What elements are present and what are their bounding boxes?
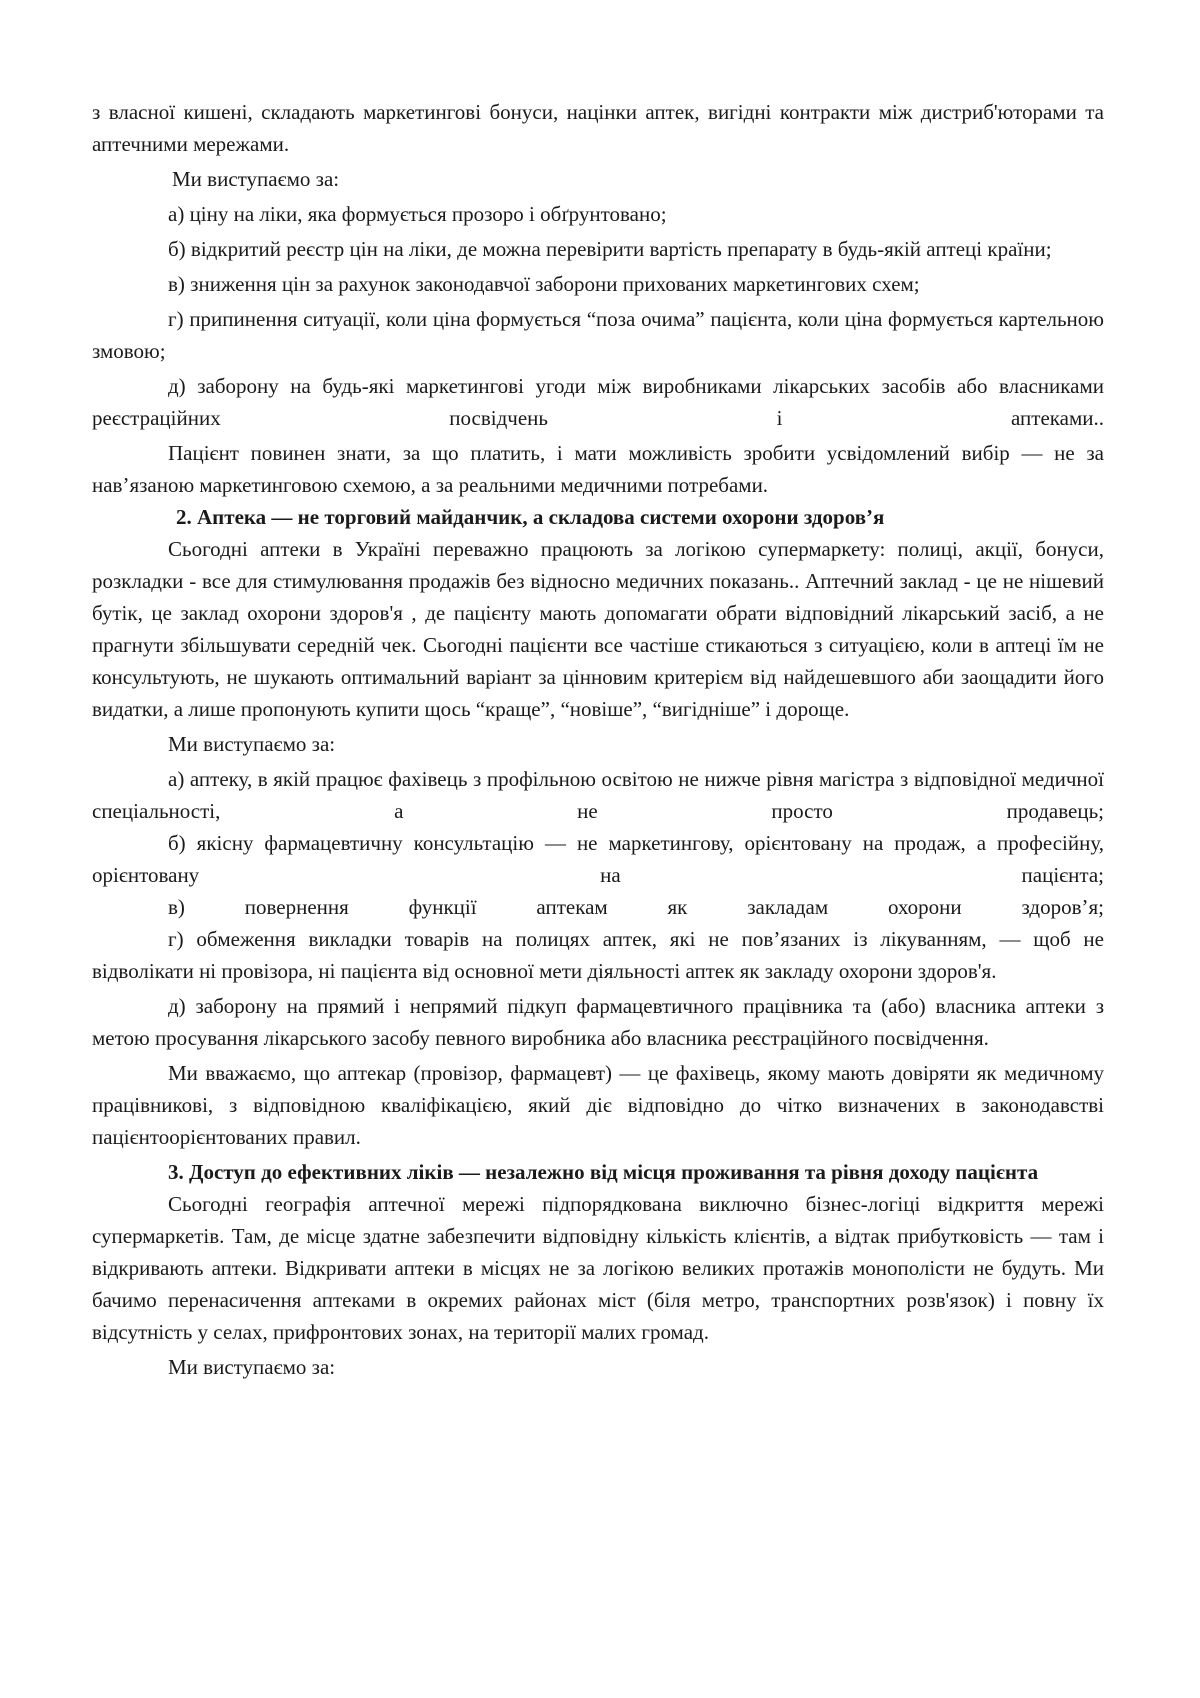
paragraph-geography: Сьогодні географія аптечної мережі підпорядкована виключно бізнес-логіці відкриття мережі супермаркетів. Там, де місце здатне забезпечити відповідну кількість клієнтів, а відтак прибутковість — там і відкривають аптеки. Відкривати аптеки в місцях не за логікою великих протажів монополісти не будуть. Ми бачимо перенасичення аптеками в окремих районах міст (біля метро, транспортних розв'язок) і повну їх відсутність у селах, прифронтових зонах, на території малих громад. — [92, 1192, 1104, 1344]
paragraph-continuation: з власної кишені, складають маркетингові бонуси, націнки аптек, вигідні контракти між дистриб'юторами та аптечними мережами. — [92, 100, 1104, 156]
list-item-c: в) зниження цін за рахунок законодавчої заборони прихованих маркетингових схем; — [168, 272, 920, 296]
paragraph-we-stand-for: Ми виступаємо за: — [168, 1355, 336, 1379]
paragraph-patient: Пацієнт повинен знати, за що платить, і мати можливість зробити усвідомлений вибір — не за нав’язаною маркетинговою схемою, а за реальними медичними потребами. — [92, 441, 1104, 497]
section-heading-3: 3. Доступ до ефективних ліків — незалежно від місця проживання та рівня доходу пацієнта — [168, 1160, 1039, 1184]
paragraph-we-stand-for: Ми виступаємо за: — [168, 732, 336, 756]
list-item-d: г) припинення ситуації, коли ціна формується “поза очима” пацієнта, коли ціна формується картельною змовою; — [92, 307, 1104, 363]
paragraph-we-stand-for: Ми виступаємо за: — [172, 167, 340, 191]
paragraph-pharmacies-today: Сьогодні аптеки в Україні переважно працюють за логікою супермаркету: полиці, акції, бонуси, розкладки - все для стимулювання продажів без відносно медичних показань.. Аптечний заклад - це не нішевий бутік, це заклад охорони здоров'я , де пацієнту мають допомагати обрати відповідний лікарський засіб, а не прагнути збільшувати середній чек. Сьогодні пацієнти все частіше стикаються з ситуацією, коли в аптеці їм не консультують, не шукають оптимальний варіант за цінновим критерієм від найдешевшого аби заощадити його видатки, а лише пропонують купити щось “краще”, “новіше”, “вигідніше” і дороще. — [92, 537, 1104, 721]
list-item-e: д) заборону на прямий і непрямий підкуп фармацевтичного працівника та (або) власника аптеки з метою просування лікарського засобу певного виробника або власника реєстраційного посвідчення. — [92, 994, 1104, 1050]
list-item-e: д) заборону на будь-які маркетингові угоди між виробниками лікарських засобів або власниками реєстраційних посвідчень і аптеками.. — [92, 374, 1104, 430]
list-item-b: б) відкритий реєстр цін на ліки, де можна перевірити вартість препарату в будь-якій аптеці країни; — [168, 237, 1052, 261]
paragraph-pharmacist: Ми вважаємо, що аптекар (провізор, фармацевт) — це фахівець, якому мають довіряти як медичному працівникові, з відповідною кваліфікацією, який діє відповідно до чітко визначених в законодавстві пацієнтоорієнтованих правил. — [92, 1061, 1104, 1149]
list-item-c: в) повернення функції аптекам як закладам охорони здоров’я; — [168, 895, 1104, 919]
list-item-b: б) якісну фармацевтичну консультацію — не маркетингову, орієнтовану на продаж, а професійну, орієнтовану на пацієнта; — [92, 831, 1104, 887]
list-item-a: а) ціну на ліки, яка формується прозоро і обґрунтовано; — [168, 202, 667, 226]
list-item-a: а) аптеку, в якій працює фахівець з профільною освітою не нижче рівня магістра з відповідної медичної спеціальності, а не просто продавець; — [92, 767, 1104, 823]
section-heading-2: 2. Аптека — не торговий майданчик, а складова системи охорони здоров’я — [176, 505, 885, 529]
list-item-d: г) обмеження викладки товарів на полицях аптек, які не пов’язаних із лікуванням, — щоб не відволікати ні провізора, ні пацієнта від основної мети діяльності аптек як закладу охорони здоров'я. — [92, 927, 1104, 983]
